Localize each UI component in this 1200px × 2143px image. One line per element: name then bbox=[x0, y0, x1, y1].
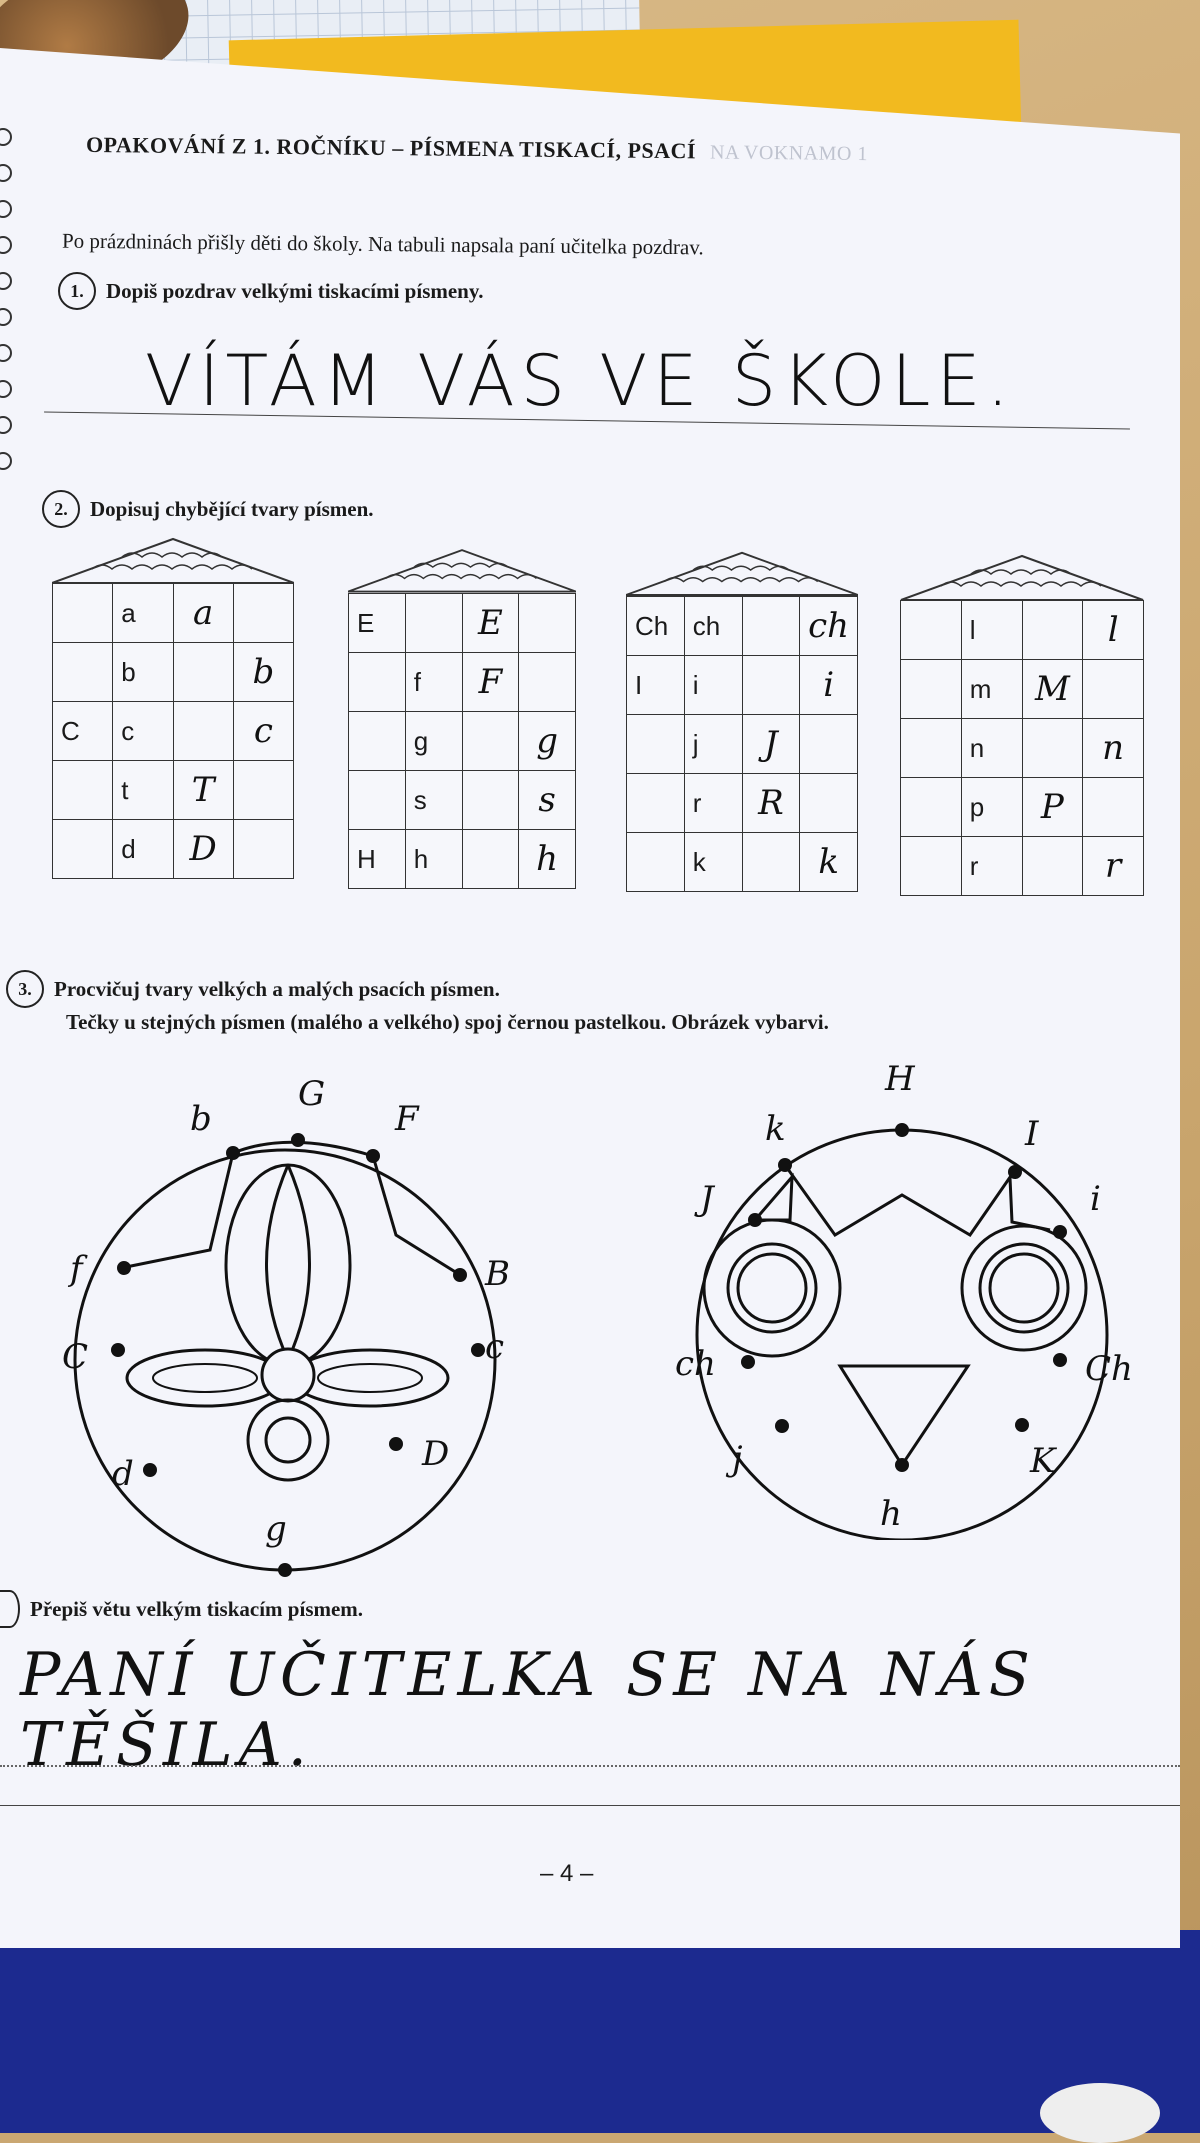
roof-icon bbox=[52, 535, 294, 583]
cursive-letter: j bbox=[732, 1439, 743, 1479]
task-3-text-line2: Tečky u stejných písmen (malého a velkého) spoj černou pastelkou. Obrázek vybarvi. bbox=[66, 1010, 829, 1034]
letter-grid bbox=[900, 600, 1144, 896]
grid-cell: i bbox=[800, 656, 858, 715]
grid-cell bbox=[1022, 719, 1083, 778]
white-object bbox=[1040, 2083, 1160, 2143]
grid-cell: E bbox=[462, 594, 519, 653]
owl-figure bbox=[670, 1060, 1160, 1540]
grid-cell bbox=[742, 597, 800, 656]
grid-cell: c bbox=[113, 702, 173, 761]
spiral-binding bbox=[0, 110, 30, 470]
grid-cell bbox=[349, 712, 406, 771]
grid-cell bbox=[1022, 837, 1083, 896]
grid-cell: ch bbox=[800, 597, 858, 656]
grid-cell: l bbox=[961, 601, 1022, 660]
cursive-letter: B bbox=[485, 1254, 510, 1294]
grid-cell bbox=[53, 761, 113, 820]
cursive-letter: K bbox=[1030, 1441, 1056, 1481]
page-number: – 4 – bbox=[540, 1860, 594, 1887]
roof-icon bbox=[348, 545, 576, 593]
task-4-text: Přepiš větu velkým tiskacím písmem. bbox=[30, 1596, 364, 1621]
task-3-heading bbox=[6, 970, 500, 1008]
cursive-letter: G bbox=[298, 1074, 326, 1114]
grid-cell bbox=[349, 771, 406, 830]
grid-cell: h bbox=[405, 830, 462, 889]
letter-house bbox=[626, 548, 858, 892]
grid-cell bbox=[742, 833, 800, 892]
letter-grid bbox=[626, 596, 858, 892]
task-1-text: Dopiš pozdrav velkými tiskacími písmeny. bbox=[106, 278, 484, 303]
grid-cell bbox=[800, 715, 858, 774]
cursive-letter: g bbox=[265, 1509, 287, 1549]
roof-icon bbox=[626, 548, 858, 596]
grid-cell: i bbox=[684, 656, 742, 715]
cursive-letter: c bbox=[485, 1327, 505, 1367]
grid-cell: r bbox=[1083, 837, 1144, 896]
grid-cell: T bbox=[173, 761, 233, 820]
cursive-letter: f bbox=[70, 1249, 83, 1289]
grid-cell bbox=[462, 771, 519, 830]
letter-grid bbox=[52, 583, 294, 879]
task-number: 3. bbox=[6, 970, 44, 1008]
grid-cell: f bbox=[405, 653, 462, 712]
roof-icon bbox=[900, 552, 1144, 600]
grid-cell: n bbox=[961, 719, 1022, 778]
grid-cell bbox=[173, 643, 233, 702]
cursive-letter: i bbox=[1090, 1179, 1101, 1219]
grid-cell: c bbox=[233, 702, 293, 761]
letter-house bbox=[348, 545, 576, 889]
grid-cell: I bbox=[627, 656, 685, 715]
grid-cell: s bbox=[519, 771, 576, 830]
grid-cell bbox=[233, 584, 293, 643]
grid-cell bbox=[53, 584, 113, 643]
blue-cloth bbox=[0, 1930, 1200, 2133]
cursive-letter: I bbox=[1025, 1114, 1039, 1154]
task-number bbox=[0, 1590, 20, 1628]
writing-line bbox=[0, 1805, 1180, 1806]
grid-cell bbox=[233, 761, 293, 820]
cursive-letter: C bbox=[62, 1337, 89, 1377]
grid-cell bbox=[53, 820, 113, 879]
grid-cell: H bbox=[349, 830, 406, 889]
grid-cell bbox=[901, 719, 962, 778]
grid-cell: d bbox=[113, 820, 173, 879]
grid-cell: r bbox=[961, 837, 1022, 896]
grid-cell bbox=[519, 653, 576, 712]
cursive-letter: J bbox=[700, 1179, 714, 1219]
task-2-heading bbox=[42, 490, 374, 528]
task-number: 1. bbox=[58, 272, 96, 310]
grid-cell bbox=[462, 830, 519, 889]
task-4-answer: PANÍ UČITELKA SE NA NÁS TĚŠILA. bbox=[20, 1640, 1036, 1780]
grid-cell: k bbox=[684, 833, 742, 892]
grid-cell: b bbox=[233, 643, 293, 702]
grid-cell: F bbox=[462, 653, 519, 712]
cursive-letter: h bbox=[880, 1494, 902, 1534]
grid-cell: R bbox=[742, 774, 800, 833]
page-title: OPAKOVÁNÍ Z 1. ROČNÍKU – PÍSMENA TISKACÍ, PSACÍ NA VOKNAMO 1 bbox=[85, 131, 869, 166]
cursive-letter: Ch bbox=[1085, 1349, 1133, 1389]
task-1-heading bbox=[58, 272, 483, 310]
flower-figure bbox=[40, 1060, 520, 1580]
grid-cell bbox=[627, 774, 685, 833]
letter-house bbox=[900, 552, 1144, 896]
cursive-letter: D bbox=[422, 1434, 450, 1474]
grid-cell bbox=[1083, 778, 1144, 837]
grid-cell bbox=[53, 643, 113, 702]
grid-cell bbox=[901, 601, 962, 660]
grid-cell: a bbox=[173, 584, 233, 643]
grid-cell: b bbox=[113, 643, 173, 702]
grid-cell bbox=[405, 594, 462, 653]
grid-cell bbox=[1022, 601, 1083, 660]
grid-cell: D bbox=[173, 820, 233, 879]
grid-cell bbox=[1083, 660, 1144, 719]
writing-line-dotted bbox=[0, 1765, 1180, 1767]
grid-cell bbox=[627, 833, 685, 892]
grid-cell: n bbox=[1083, 719, 1144, 778]
grid-cell: p bbox=[961, 778, 1022, 837]
grid-cell: m bbox=[961, 660, 1022, 719]
grid-cell bbox=[519, 594, 576, 653]
letter-house bbox=[52, 535, 294, 879]
grid-cell: C bbox=[53, 702, 113, 761]
letter-grid bbox=[348, 593, 576, 889]
grid-cell: ch bbox=[684, 597, 742, 656]
grid-cell: r bbox=[684, 774, 742, 833]
intro-text: Po prázdninách přišly děti do školy. Na tabuli napsala paní učitelka pozdrav. bbox=[61, 228, 704, 260]
grid-cell: l bbox=[1083, 601, 1144, 660]
grid-cell bbox=[901, 660, 962, 719]
task-3-text-line1: Procvičuj tvary velkých a malých psacích písmen. bbox=[54, 976, 500, 1001]
grid-cell: Ch bbox=[627, 597, 685, 656]
cursive-letter: b bbox=[190, 1099, 212, 1139]
task-2-text: Dopisuj chybějící tvary písmen. bbox=[90, 496, 374, 521]
grid-cell bbox=[349, 653, 406, 712]
grid-cell: a bbox=[113, 584, 173, 643]
grid-cell bbox=[462, 712, 519, 771]
cursive-letter: H bbox=[885, 1060, 915, 1099]
grid-cell bbox=[742, 656, 800, 715]
cursive-letter: F bbox=[395, 1099, 419, 1139]
grid-cell: t bbox=[113, 761, 173, 820]
grid-cell: M bbox=[1022, 660, 1083, 719]
connection-dots bbox=[741, 1123, 1067, 1472]
grid-cell bbox=[173, 702, 233, 761]
grid-cell: g bbox=[519, 712, 576, 771]
task-3-subheading bbox=[66, 1010, 829, 1035]
grid-cell: g bbox=[405, 712, 462, 771]
grid-cell bbox=[800, 774, 858, 833]
grid-cell: h bbox=[519, 830, 576, 889]
grid-cell: j bbox=[684, 715, 742, 774]
grid-cell bbox=[627, 715, 685, 774]
cursive-letter: d bbox=[112, 1454, 134, 1494]
cursive-letter: k bbox=[765, 1109, 786, 1149]
grid-cell bbox=[901, 837, 962, 896]
grid-cell: s bbox=[405, 771, 462, 830]
grid-cell: J bbox=[742, 715, 800, 774]
cursive-letter: ch bbox=[675, 1344, 716, 1384]
task-1-answer: VÍTÁM VÁS VE ŠKOLE. bbox=[145, 340, 1015, 422]
grid-cell: k bbox=[800, 833, 858, 892]
grid-cell bbox=[901, 778, 962, 837]
grid-cell bbox=[233, 820, 293, 879]
task-4-heading bbox=[0, 1590, 363, 1628]
task-number: 2. bbox=[42, 490, 80, 528]
grid-cell: P bbox=[1022, 778, 1083, 837]
grid-cell: E bbox=[349, 594, 406, 653]
